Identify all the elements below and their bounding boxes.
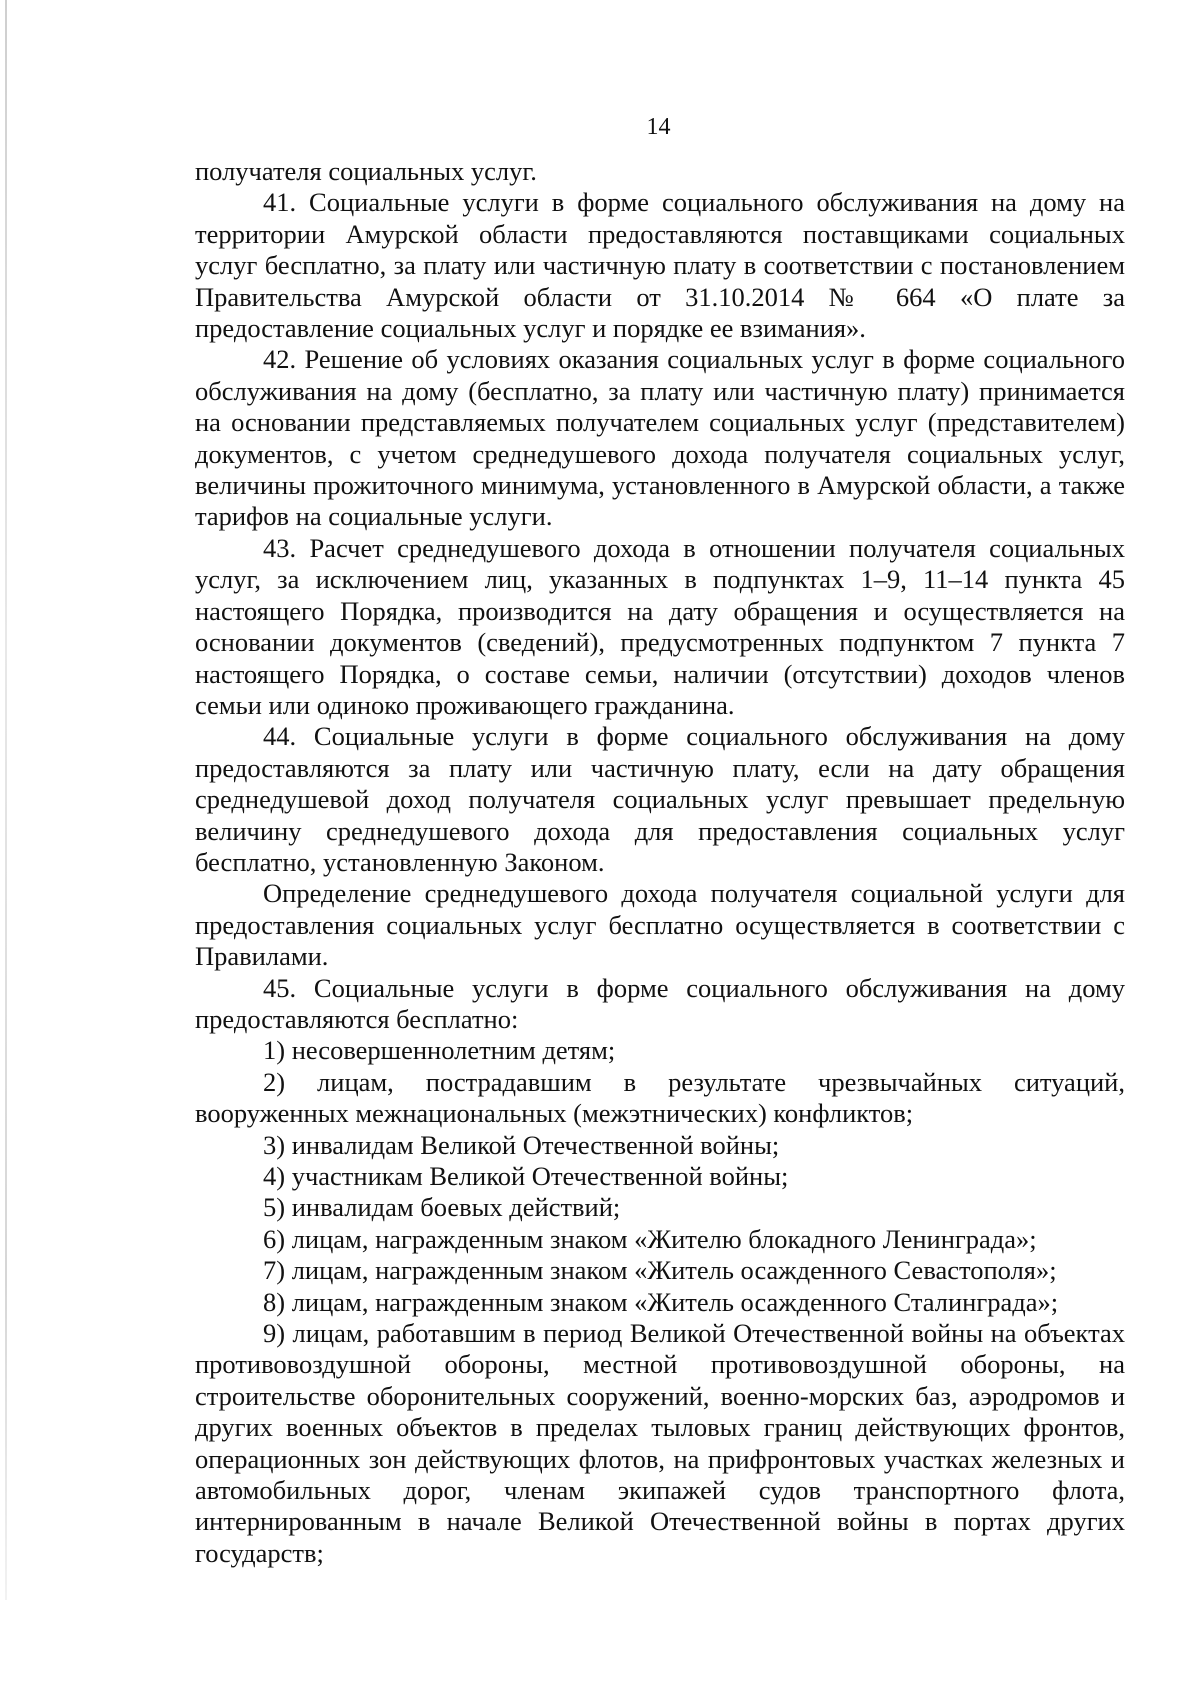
paragraph: 8) лицам, награжденным знаком «Житель осажденного Сталинграда»; bbox=[263, 1286, 1059, 1317]
paragraph: 42. Решение об условиях оказания социальных услуг в форме социального обслуживания на дому (бесплатно, за плату или частичную плату) принимается на основании представляемых получателем социальных услуг (представителем) документов, с учетом среднедушевого дохода получателя социальных услуг, величины прожиточного минимума, установленного в Амурской области, а также тарифов на социальные услуги. bbox=[195, 344, 1125, 532]
paragraph: 41. Социальные услуги в форме социального обслуживания на дому на территории Амурской области предоставляются поставщиками социальных услуг бесплатно, за плату или частичную плату в соответствии с постановлением Правительства Амурской области от 31.10.2014 № 664 «О плате за предоставление социальных услуг и порядке ее взимания». bbox=[195, 187, 1125, 344]
document-body bbox=[195, 156, 1125, 1569]
paragraph: 45. Социальные услуги в форме социального обслуживания на дому предоставляются бесплатно: bbox=[195, 972, 1125, 1034]
paragraph: 9) лицам, работавшим в период Великой Отечественной войны на объектах противовоздушной обороны, местной противовоздушной обороны, на строительстве оборонительных сооружений, военно-морских баз, аэродромов и других военных объектов в пределах тыловых границ действующих фронтов, операционных зон действующих флотов, на прифронтовых участках железных и автомобильных дорог, членам экипажей судов транспортного флота, интернированным в начале Великой Отечественной войны в портах других государств; bbox=[195, 1318, 1125, 1568]
paragraph: Определение среднедушевого дохода получателя социальной услуги для предоставления социальных услуг бесплатно осуществляется в соответствии с Правилами. bbox=[195, 878, 1125, 972]
paragraph: получателя социальных услуг. bbox=[195, 156, 537, 186]
paragraph: 4) участникам Великой Отечественной войны; bbox=[263, 1161, 789, 1191]
paragraph: 7) лицам, награжденным знаком «Житель осажденного Севастополя»; bbox=[263, 1255, 1057, 1286]
scan-edge-shadow bbox=[5, 0, 7, 1600]
paragraph: 1) несовершеннолетним детям; bbox=[263, 1035, 616, 1066]
paragraph: 43. Расчет среднедушевого дохода в отношении получателя социальных услуг, за исключением лиц, указанных в подпунктах 1–9, 11–14 пункта 45 настоящего Порядка, производится на дату обращения и осуществляется на основании документов (сведений), предусмотренных подпунктом 7 пункта 7 настоящего Порядка, о составе семьи, наличии (отсутствии) доходов членов семьи или одиноко проживающего гражданина. bbox=[195, 532, 1125, 720]
paragraph: 6) лицам, награжденным знаком «Жителю блокадного Ленинграда»; bbox=[263, 1223, 1037, 1254]
paragraph: 5) инвалидам боевых действий; bbox=[263, 1192, 621, 1223]
page-number: 14 bbox=[646, 114, 671, 140]
paragraph: 44. Социальные услуги в форме социального обслуживания на дому предоставляются за плату или частичную плату, если на дату обращения среднедушевой доход получателя социальных услуг превышает предельную величину среднедушевого дохода для предоставления социальных услуг бесплатно, установленную Законом. bbox=[195, 721, 1125, 877]
paragraph: 3) инвалидам Великой Отечественной войны; bbox=[263, 1129, 780, 1160]
paragraph: 2) лицам, пострадавшим в результате чрезвычайных ситуаций, вооруженных межнациональных (межэтнических) конфликтов; bbox=[195, 1066, 1125, 1129]
